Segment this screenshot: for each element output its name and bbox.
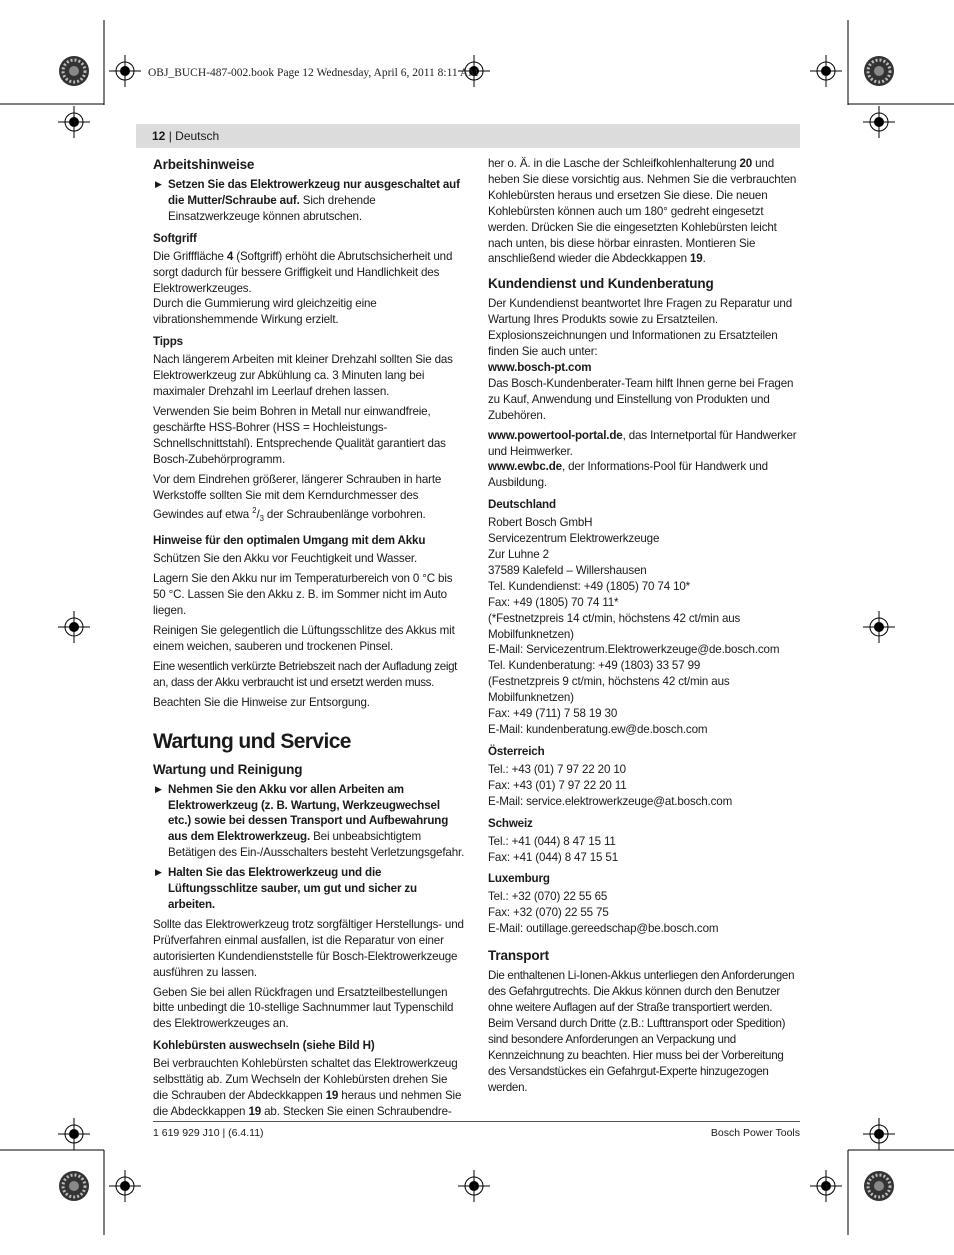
paragraph: Nach längerem Arbeiten mit kleiner Drehzahl sollten Sie das Elektrowerkzeug zur Abkühlung ca. 3 Minuten lang bei maximaler Drehzahl im Leerlauf drehen lassen.	[153, 353, 453, 399]
section-title-transport: Transport	[488, 948, 549, 964]
page-number: 12	[152, 129, 166, 143]
paragraph: Vor dem Eindrehen größerer, längerer Schrauben in harte Werkstoffe sollten Sie mit dem Kerndurchmesser des Gewindes auf etwa $^2/_3$ der Schraubenlänge vorbohren.	[153, 472, 442, 524]
address-line: Tel. Kundendienst: +49 (1805) 70 74 10*	[488, 579, 691, 593]
bullet-text: Sich drehende Einsatzwerkzeuge können abrutschen.	[168, 193, 376, 223]
paragraph: Sollte das Elektrowerkzeug trotz sorgfältiger Herstellungs- und Prüfverfahren einmal ausfallen, ist die Reparatur von einer autorisierten Kundendienststelle für Bosch-Elektrowerkzeuge ausführen zu lassen.	[153, 917, 464, 979]
paragraph: Durch die Gummierung wird gleichzeitig eine vibrationshemmende Wirkung erzielt.	[153, 297, 377, 327]
paragraph: Die Grifffläche 4 (Softgriff) erhöht die Abrutschsicherheit und sorgt dadurch für bessere Griffigkeit und Handlichkeit des Elektrowerkzeuges.	[153, 249, 453, 295]
country-title-schweiz: Schweiz	[488, 816, 533, 830]
bullet-item	[153, 865, 465, 913]
bullet-triangle-icon: ▶	[155, 867, 162, 878]
link-ewbc[interactable]: www.ewbc.de	[488, 460, 562, 474]
paragraph: Geben Sie bei allen Rückfragen und Ersatzteilbestellungen bitte unbedingt die 10-stellige Sachnummer laut Typenschild des Elektrowerkzeuges an.	[153, 985, 454, 1031]
country-title-oesterreich: Österreich	[488, 744, 545, 758]
address-block-lu	[488, 889, 800, 937]
printer-slug: OBJ_BUCH-487-002.book Page 12 Wednesday, April 6, 2011 8:11 AM	[148, 67, 479, 79]
address-line: Tel.: +43 (01) 7 97 22 20 10	[488, 762, 626, 776]
paragraph: Reinigen Sie gelegentlich die Lüftungsschlitze des Akkus mit einem weichen, sauberen und trockenen Pinsel.	[153, 624, 455, 654]
footer-brand: Bosch Power Tools	[710, 1127, 800, 1139]
link-powertool-portal[interactable]: www.powertool-portal.de	[488, 428, 623, 442]
header-language: Deutsch	[175, 129, 220, 143]
footer-divider	[153, 1121, 800, 1122]
address-line: 37589 Kalefeld – Willershausen	[488, 563, 647, 577]
bullet-bold-text: Setzen Sie das Elektrowerkzeug nur ausgeschaltet auf die Mutter/Schraube auf.	[168, 178, 460, 207]
address-line: Fax: +41 (044) 8 47 15 51	[488, 850, 618, 864]
address-line: Tel. Kundenberatung: +49 (1803) 33 57 99	[488, 659, 701, 673]
paragraph: Eine wesentlich verkürzte Betriebszeit nach der Aufladung zeigt an, dass der Akku verbraucht ist und ersetzt werden muss.	[153, 659, 458, 689]
paragraph: Verwenden Sie beim Bohren in Metall nur einwandfreie, geschärfte HSS-Bohrer (HSS = Hochleistungs-Schnellschnittstahl). Entsprechende Qualität garantiert das Bosch-Zubehörprogramm.	[153, 404, 446, 466]
address-line: E-Mail: Servicezentrum.Elektrowerkzeuge@de.bosch.com	[488, 643, 780, 657]
country-title-luxemburg: Luxemburg	[488, 872, 550, 886]
section-title-reinigung: Wartung und Reinigung	[153, 761, 303, 777]
page-header	[136, 124, 800, 148]
left-column	[153, 156, 465, 1124]
bullet-bold-text: Nehmen Sie den Akku vor allen Arbeiten am Elektrowerkzeug (z. B. Wartung, Werkzeugwechsel etc.) sowie bei dessen Transport und Aufbewahrung aus dem Elektrowerkzeug.	[168, 782, 449, 844]
link-bosch-pt[interactable]: www.bosch-pt.com	[488, 360, 592, 374]
bullet-bold-text: Halten Sie das Elektrowerkzeug und die Lüftungsschlitze sauber, um gut und sicher zu arbeiten.	[168, 866, 417, 911]
address-line: E-Mail: outillage.gereedschap@be.bosch.com	[488, 922, 719, 936]
address-line: Fax: +32 (070) 22 55 75	[488, 906, 609, 920]
section-title-arbeitshinweise: Arbeitshinweise	[153, 157, 255, 172]
subsection-title-akku: Hinweise für den optimalen Umgang mit dem Akku	[153, 534, 426, 548]
address-line: (Festnetzpreis 9 ct/min, höchstens 42 ct/min aus Mobilfunknetzen)	[488, 675, 730, 705]
footer-doc-number: 1 619 929 J10 | (6.4.11)	[153, 1127, 264, 1139]
address-line: Fax: +43 (01) 7 97 22 20 11	[488, 778, 627, 792]
bullet-triangle-icon: ▶	[155, 783, 162, 794]
address-line: E-Mail: kundenberatung.ew@de.bosch.com	[488, 723, 708, 736]
section-title-kundendienst: Kundendienst und Kundenberatung	[488, 276, 714, 292]
address-block-de	[488, 515, 800, 738]
address-block-ch	[488, 834, 800, 866]
bullet-triangle-icon: ▶	[155, 179, 162, 189]
right-column	[488, 156, 800, 1099]
address-line: Zur Luhne 2	[488, 548, 549, 562]
chapter-title-wartung: Wartung und Service	[153, 729, 351, 753]
address-block-at	[488, 762, 800, 810]
paragraph: Schützen Sie den Akku vor Feuchtigkeit und Wasser.	[153, 552, 418, 566]
paragraph: Der Kundendienst beantwortet Ihre Fragen zu Reparatur und Wartung Ihres Produkts sowie zu Ersatzteilen. Explosionszeichnungen und Informationen zu Ersatzteilen finden Sie auch unter:	[488, 297, 793, 359]
bullet-item	[153, 782, 465, 862]
paragraph: Bei verbrauchten Kohlebürsten schaltet das Elektrowerkzeug selbsttätig ab. Zum Wechseln der Kohlebürsten drehen Sie die Schrauben der Abdeckkappen 19 heraus und nehmen Sie die Abdeckkappen 19 ab. Stecken Sie einen Schraubendre-	[153, 1057, 462, 1118]
paragraph: Lagern Sie den Akku nur im Temperaturbereich von 0 °C bis 50 °C. Lassen Sie den Akku z. B. im Sommer nicht im Auto liegen.	[153, 572, 453, 618]
paragraph: www.powertool-portal.de, das Internetportal für Handwerker und Heimwerker.	[488, 428, 797, 458]
address-line: Tel.: +41 (044) 8 47 15 11	[488, 834, 616, 848]
address-line: Servicezentrum Elektrowerkzeuge	[488, 532, 660, 546]
paragraph: Die enthaltenen Li-Ionen-Akkus unterliegen den Anforderungen des Gefahrgutrechts. Die Akkus können durch den Benutzer ohne weitere Auflagen auf der Straße transportiert werden. Beim Versand durch Dritte (z.B.: Lufttransport oder Spedition) sind besondere Anforderungen an Verpackung und Kennzeichnung zu beachten. Hier muss bei der Vorbereitung des Versandstückes ein Gefahrgut-Experte hinzugezogen werden.	[488, 969, 795, 1094]
address-line: Fax: +49 (1805) 70 74 11*	[488, 595, 619, 609]
address-line: (*Festnetzpreis 14 ct/min, höchstens 42 ct/min aus Mobilfunknetzen)	[488, 611, 741, 641]
subsection-title-tipps: Tipps	[153, 335, 183, 349]
header-separator: |	[165, 129, 176, 143]
bullet-text: Bei unbeabsichtigtem Betätigen des Ein-/Ausschalters besteht Verletzungsgefahr.	[168, 830, 465, 860]
country-title-deutschland: Deutschland	[488, 498, 556, 512]
subsection-title-kohle: Kohlebürsten auswechseln (siehe Bild H)	[153, 1039, 375, 1053]
header-text	[152, 129, 219, 143]
bullet-item	[153, 177, 465, 225]
paragraph: Beachten Sie die Hinweise zur Entsorgung.	[153, 695, 370, 709]
paragraph: Das Bosch-Kundenberater-Team hilft Ihnen gerne bei Fragen zu Kauf, Anwendung und Einstellung von Produkten und Zubehören.	[488, 376, 794, 422]
address-line: Robert Bosch GmbH	[488, 516, 593, 530]
subsection-title-softgriff: Softgriff	[153, 231, 197, 245]
address-line: Fax: +49 (711) 7 58 19 30	[488, 707, 618, 721]
paragraph: her o. Ä. in die Lasche der Schleifkohlenhalterung 20 und heben Sie diese vorsichtig aus. Nehmen Sie die verbrauchten Kohlebürsten heraus und ersetzen Sie diese. Die neuen Kohlebürsten können auch um 180° gedreht eingesetzt werden. Drücken Sie die eingesetzten Kohlebürsten leicht nach unten, bis diese hörbar einrasten. Montieren Sie anschließend wieder die Abdeckkappen 19.	[488, 157, 797, 266]
address-line: E-Mail: service.elektrowerkzeuge@at.bosch.com	[488, 794, 733, 808]
address-line: Tel.: +32 (070) 22 55 65	[488, 890, 608, 904]
paragraph: www.ewbc.de, der Informations-Pool für Handwerk und Ausbildung.	[488, 460, 768, 490]
